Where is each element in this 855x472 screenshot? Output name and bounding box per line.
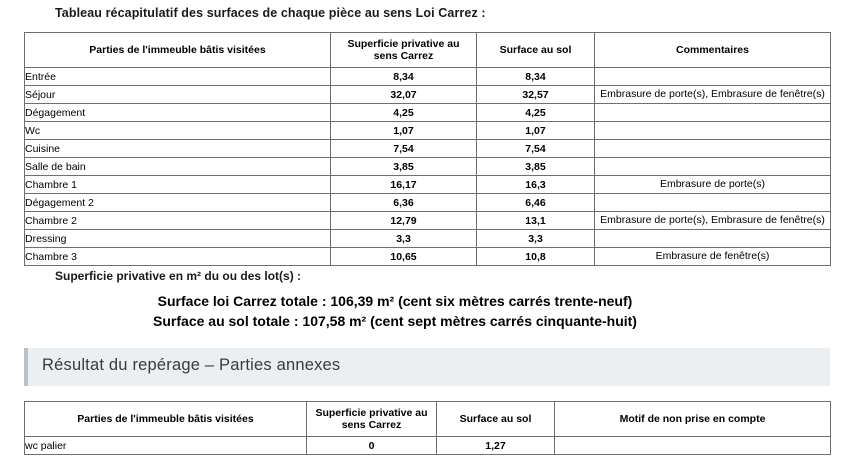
table-row [25, 212, 831, 230]
carrez-summary-table [24, 32, 831, 266]
cell-sol: 7,54 [477, 140, 595, 158]
table-row [25, 437, 831, 455]
col-header-commentaires: Commentaires [595, 33, 831, 68]
cell-sol: 4,25 [477, 104, 595, 122]
cell-carrez: 8,34 [331, 68, 477, 86]
cell-sol: 1,07 [477, 122, 595, 140]
cell-comment [595, 122, 831, 140]
cell-room-name: Chambre 1 [25, 176, 331, 194]
table-row [25, 140, 831, 158]
carrez-table-body [25, 68, 831, 266]
cell-room-name: Dégagement 2 [25, 194, 331, 212]
table-header-row [25, 33, 831, 68]
table-row [25, 86, 831, 104]
col-header-parties: Parties de l'immeuble bâtis visitées [25, 33, 331, 68]
annex-section-banner [24, 348, 830, 386]
cell-comment: Embrasure de porte(s), Embrasure de fenêtre(s) [595, 86, 831, 104]
cell-carrez: 3,85 [331, 158, 477, 176]
cell-comment: Embrasure de porte(s), Embrasure de fenêtre(s) [595, 212, 831, 230]
cell-carrez: 4,25 [331, 104, 477, 122]
cell-comment [595, 140, 831, 158]
cell-sol: 13,1 [477, 212, 595, 230]
cell-room-name: Entrée [25, 68, 331, 86]
cell-room-name: Cuisine [25, 140, 331, 158]
cell-room-name: Salle de bain [25, 158, 331, 176]
cell-carrez: 32,07 [331, 86, 477, 104]
annex-table [24, 401, 831, 455]
col-header-surface-sol: Surface au sol [477, 33, 595, 68]
col-header-surface-sol-annexe: Surface au sol [437, 402, 555, 437]
cell-comment [595, 68, 831, 86]
cell-room-name: Wc [25, 122, 331, 140]
cell-comment: Embrasure de fenêtre(s) [595, 248, 831, 266]
table-row [25, 104, 831, 122]
cell-sol: 10,8 [477, 248, 595, 266]
table-row [25, 68, 831, 86]
cell-comment: Embrasure de porte(s) [595, 176, 831, 194]
cell-carrez: 3,3 [331, 230, 477, 248]
table-header-row [25, 402, 831, 437]
cell-room-name: Dressing [25, 230, 331, 248]
cell-carrez: 6,36 [331, 194, 477, 212]
cell-carrez: 12,79 [331, 212, 477, 230]
carrez-table-head [25, 33, 831, 68]
cell-sol: 6,46 [477, 194, 595, 212]
cell-room-name: Séjour [25, 86, 331, 104]
intro-text: Tableau récapitulatif des surfaces de chaque pièce au sens Loi Carrez : [55, 6, 486, 20]
cell-sol: 8,34 [477, 68, 595, 86]
cell-room-name: Dégagement [25, 104, 331, 122]
superficie-note: Superficie privative en m² du ou des lot(s) : [55, 269, 302, 283]
cell-carrez: 10,65 [331, 248, 477, 266]
annex-table-body [25, 437, 831, 455]
table-row [25, 122, 831, 140]
total-carrez-line: Surface loi Carrez totale : 106,39 m² (cent six mètres carrés trente-neuf) [157, 293, 633, 309]
col-header-superficie-carrez: Superficie privative au sens Carrez [331, 33, 477, 68]
cell-sol: 3,85 [477, 158, 595, 176]
table-row [25, 194, 831, 212]
cell-carrez: 7,54 [331, 140, 477, 158]
cell-sol: 16,3 [477, 176, 595, 194]
cell-room-name: wc palier [25, 437, 307, 455]
total-sol-line: Surface au sol totale : 107,58 m² (cent sept mètres carrés cinquante-huit) [153, 313, 637, 330]
cell-room-name: Chambre 2 [25, 212, 331, 230]
totals-block [0, 291, 790, 332]
cell-carrez: 16,17 [331, 176, 477, 194]
col-header-motif: Motif de non prise en compte [555, 402, 831, 437]
cell-comment [595, 194, 831, 212]
cell-comment [595, 158, 831, 176]
annex-table-head [25, 402, 831, 437]
cell-sol: 3,3 [477, 230, 595, 248]
cell-comment [595, 104, 831, 122]
cell-comment [595, 230, 831, 248]
cell-carrez: 0 [307, 437, 437, 455]
table-row [25, 248, 831, 266]
cell-room-name: Chambre 3 [25, 248, 331, 266]
col-header-parties-annexes: Parties de l'immeuble bâtis visitées [25, 402, 307, 437]
cell-sol: 1,27 [437, 437, 555, 455]
table-row [25, 230, 831, 248]
annex-section-title: Résultat du repérage – Parties annexes [42, 356, 341, 374]
col-header-superficie-carrez-annexe: Superficie privative au sens Carrez [307, 402, 437, 437]
cell-motif [555, 437, 831, 455]
table-row [25, 176, 831, 194]
table-row [25, 158, 831, 176]
cell-carrez: 1,07 [331, 122, 477, 140]
cell-sol: 32,57 [477, 86, 595, 104]
